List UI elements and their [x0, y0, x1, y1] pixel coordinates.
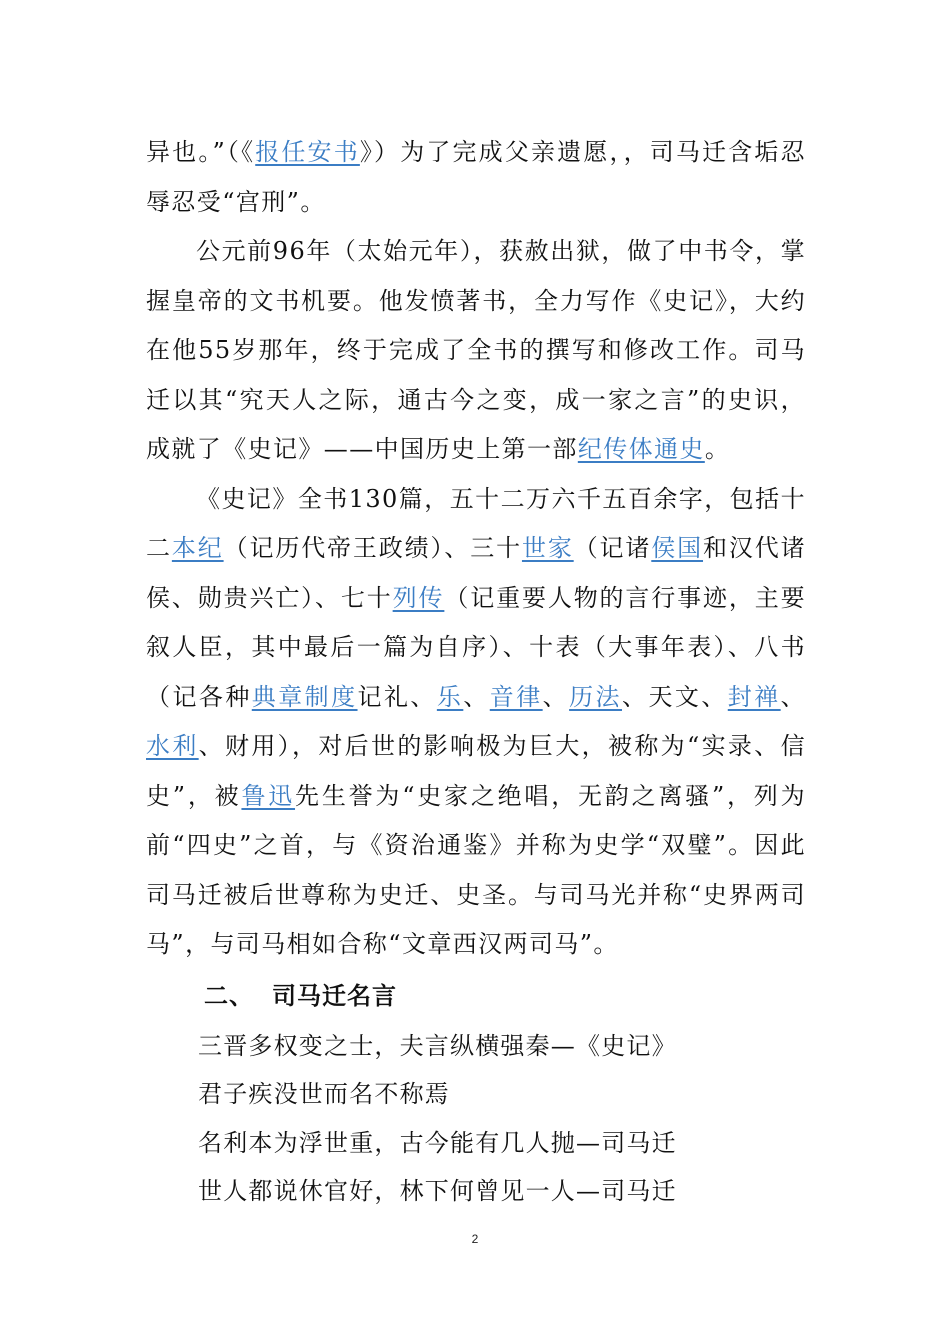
link-bao-ren-an-shu[interactable]: 报任安书	[255, 138, 360, 166]
section-title: 司马迁名言	[272, 981, 397, 1010]
paragraph-3-text-12: 先生誉为“史家之绝唱，无韵之离骚”，列为前“四史”之首，与《资治通鉴》并称为史学“双璧”。因此司马迁被后世尊称为史迁、史圣。与司马光并称“史界两司马”，与司马相如合称“文章西汉两司马”。	[146, 781, 806, 958]
paragraph-3-text-5: （记重要人物的言行事迹，主要叙人臣，其中最后一篇为自序）、十表（大事年表）、八书（记各种	[146, 583, 806, 711]
link-yue[interactable]: 乐	[436, 682, 464, 711]
link-feng-shan[interactable]: 封禅	[727, 682, 781, 711]
link-ji-zhuan-ti-tong-shi[interactable]: 纪传体通史	[577, 435, 705, 463]
paragraph-3-text-10: 、	[780, 682, 807, 711]
paragraph-2-text-1: 公元前96年（太始元年），获赦出狱，做了中书令，掌握皇帝的文书机要。他发愤著书，全力写作《史记》，大约在他55岁那年，终于完成了全书的撰写和修改工作。司马迁以其“究天人之际，通古今之变，成一家之言”的史识，成就了《史记》——中国历史上第一部	[146, 237, 806, 463]
paragraph-3-text-2: （记历代帝王政绩）、三十	[223, 534, 522, 562]
link-shi-jia[interactable]: 世家	[521, 534, 574, 562]
paragraph-3-text-9: 、天文、	[622, 682, 728, 711]
paragraph-3-text-7: 、	[463, 682, 490, 711]
quote-list	[146, 1022, 806, 1216]
link-lu-xun[interactable]: 鲁迅	[241, 781, 296, 810]
link-li-fa[interactable]: 历法	[569, 682, 622, 711]
paragraph-2-text-2: 。	[704, 435, 731, 463]
quote-item: 名利本为浮世重，古今能有几人抛—司马迁	[198, 1128, 677, 1157]
quote-item: 世人都说休官好，林下何曾见一人—司马迁	[198, 1177, 677, 1205]
link-lie-zhuan[interactable]: 列传	[392, 583, 445, 612]
paragraph-3-text-11: 、财用），对后世的影响极为巨大，被称为“实录、信史”，被	[146, 732, 806, 810]
link-hou-guo[interactable]: 侯国	[651, 534, 704, 562]
link-ben-ji[interactable]: 本纪	[171, 534, 224, 562]
link-dian-zhang-zhi-du[interactable]: 典章制度	[251, 682, 358, 711]
link-yin-lv[interactable]: 音律	[489, 682, 543, 711]
quote-item: 君子疾没世而名不称焉	[198, 1080, 450, 1108]
paragraph-1-text-1: 异也。”（《	[146, 138, 256, 166]
paragraph-3	[146, 475, 806, 970]
paragraph-3-text-3: （记诸	[573, 534, 652, 562]
paragraph-2	[146, 227, 806, 475]
paragraph-3-text-1: 《史记》全书130篇，五十二万六千五百余字，包括十二	[146, 484, 806, 562]
paragraph-3-text-4: 和汉代诸侯、勋贵兴亡）、七十	[146, 534, 806, 612]
document-page	[146, 128, 806, 1216]
paragraph-1-text-2: 》）为了完成父亲遗愿，，司马迁含垢忍辱忍受“宫刑”。	[146, 138, 806, 216]
section-number: 二、	[204, 981, 254, 1010]
section-heading	[146, 970, 806, 1022]
paragraph-3-text-8: 、	[542, 682, 570, 711]
link-shui-li[interactable]: 水利	[146, 732, 199, 760]
paragraph-3-text-6: 记礼、	[357, 682, 437, 711]
page-number: 2	[471, 1232, 479, 1246]
quote-item: 三晋多权变之士，夫言纵横强秦—《史记》	[198, 1031, 677, 1060]
paragraph-1	[146, 128, 806, 227]
